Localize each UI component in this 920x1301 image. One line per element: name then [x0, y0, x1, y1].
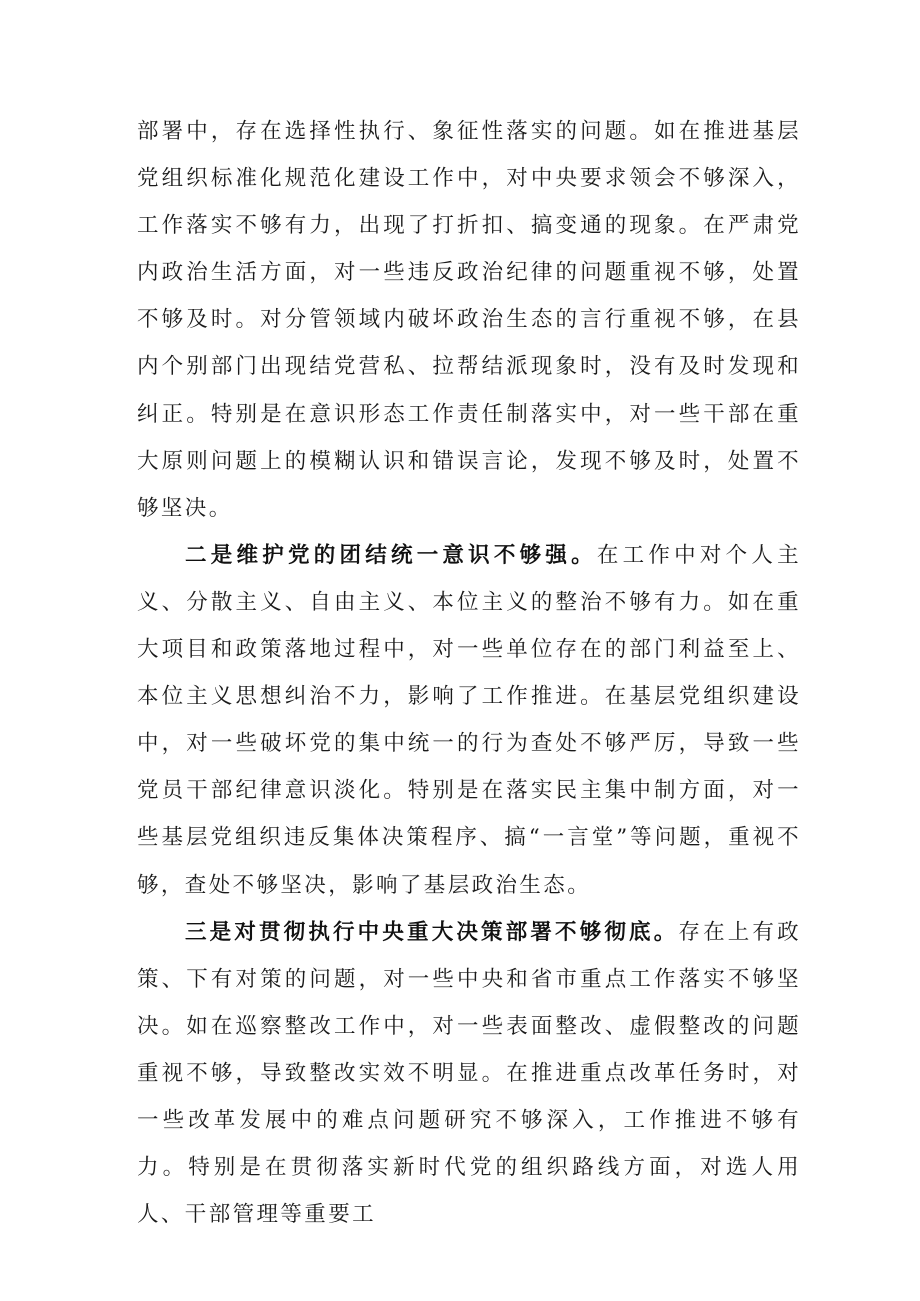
paragraph-2-text: 在工作中对个人主义、分散主义、自由主义、本位主义的整治不够有力。如在重大项目和政策落地过程中，对一些单位存在的部门利益至上、本位主义思想纠治不力，影响了工作推进。在基层党组织建设中，对一些破坏党的集中统一的行为查处不够严厉，导致一些党员干部纪律意识淡化。特别是在落实民主集中制方面，对一些基层党组织违反集体决策程序、搞“一言堂”等问题，重视不够，查处不够坚决，影响了基层政治生态。	[137, 542, 801, 898]
paragraph-2	[137, 532, 801, 909]
paragraph-2-heading: 二是维护党的团结统一意识不够强。	[185, 542, 597, 568]
paragraph-3-heading: 三是对贯彻执行中央重大决策部署不够彻底。	[185, 919, 679, 945]
paragraph-1	[137, 108, 801, 532]
paragraph-1-text: 部署中，存在选择性执行、象征性落实的问题。如在推进基层党组织标准化规范化建设工作中，对中央要求领会不够深入，工作落实不够有力，出现了打折扣、搞变通的现象。在严肃党内政治生活方面，对一些违反政治纪律的问题重视不够，处置不够及时。对分管领域内破坏政治生态的言行重视不够，在县内个别部门出现结党营私、拉帮结派现象时，没有及时发现和纠正。特别是在意识形态工作责任制落实中，对一些干部在重大原则问题上的模糊认识和错误言论，发现不够及时，处置不够坚决。	[137, 119, 801, 521]
document-body	[137, 108, 801, 1238]
paragraph-3	[137, 909, 801, 1239]
paragraph-3-text: 存在上有政策、下有对策的问题，对一些中央和省市重点工作落实不够坚决。如在巡察整改工作中，对一些表面整改、虚假整改的问题重视不够，导致整改实效不明显。在推进重点改革任务时，对一些改革发展中的难点问题研究不够深入，工作推进不够有力。特别是在贯彻落实新时代党的组织路线方面，对选人用人、干部管理等重要工	[137, 919, 801, 1228]
